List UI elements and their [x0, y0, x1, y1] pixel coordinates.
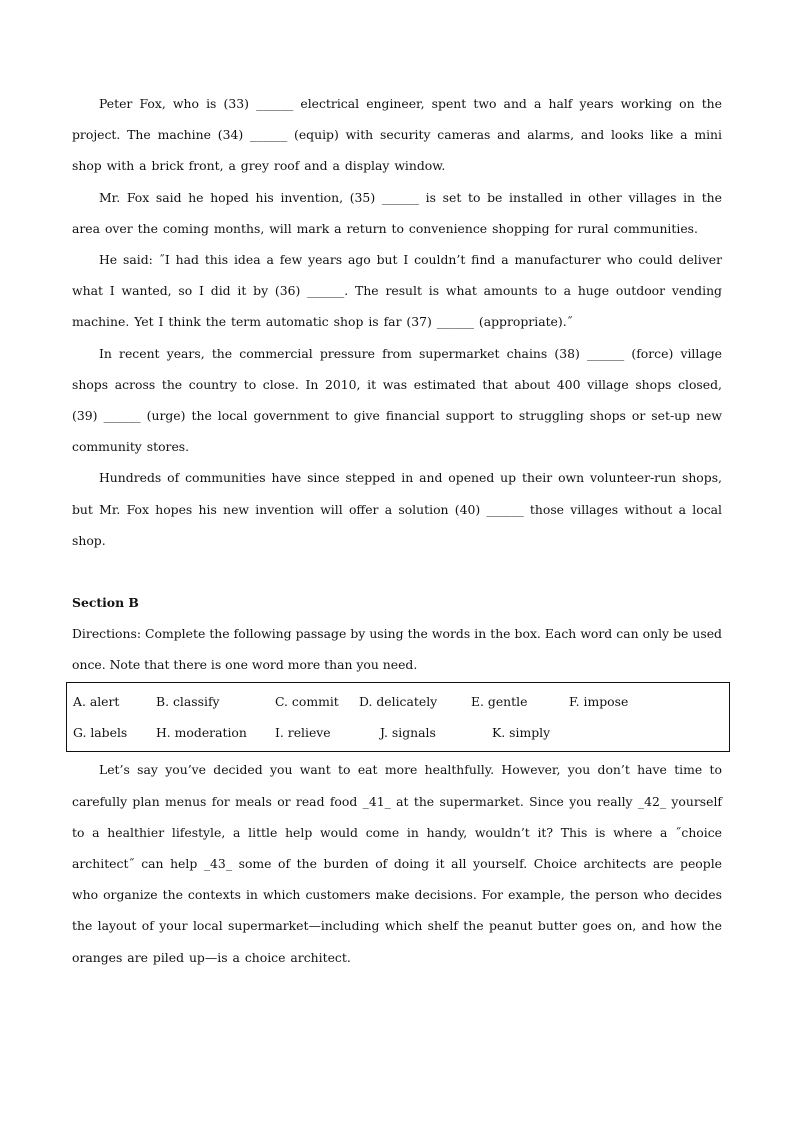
word-option-k: K. simply [492, 725, 551, 741]
word-box [66, 682, 730, 752]
word-option-g: G. labels [73, 725, 128, 741]
section-b-directions: Directions: Complete the following passage by using the words in the box. Each word can only be used once. Note that there is one word more than you need. [72, 626, 722, 673]
paragraph-33-34: Peter Fox, who is (33) ______ electrical engineer, spent two and a half years working on the project. The machine (34) ______ (equip) with security cameras and alarms, and looks like a mini shop with a brick front, a grey roof and a display window. [72, 96, 722, 174]
document-content [72, 88, 722, 973]
word-option-e: E. gentle [471, 694, 528, 710]
section-b-passage: Let’s say you’ve decided you want to eat more healthfully. However, you don’t have time to carefully plan menus for meals or read food _41_ at the supermarket. Since you really _42_ yourself to a healthier lifestyle, a little help would come in handy, wouldn’t it? This is where a ˝choice architect˝ can help _43_ some of the burden of doing it all yourself. Choice architects are people who organize the contexts in which customers make decisions. For example, the person who decides the layout of your local supermarket—including which shelf the peanut butter goes on, and how the oranges are piled up—is a choice architect. [72, 762, 722, 965]
word-option-j: J. signals [380, 725, 436, 741]
word-option-b: B. classify [156, 694, 220, 710]
word-option-i: I. relieve [275, 725, 331, 741]
section-spacer [72, 556, 722, 587]
word-box-row-1 [73, 686, 729, 717]
word-option-f: F. impose [569, 694, 629, 710]
paragraph-38-39: In recent years, the commercial pressure from supermarket chains (38) ______ (force) village shops across the country to close. In 2010, it was estimated that about 400 village shops closed, (39) ______ (urge) the local government to give financial support to struggling shops or set-up new community stores. [72, 345, 722, 455]
word-option-a: A. alert [73, 694, 120, 710]
word-option-d: D. delicately [359, 694, 438, 710]
word-option-c: C. commit [275, 694, 339, 710]
paragraph-40: Hundreds of communities have since stepped in and opened up their own volunteer-run shops, but Mr. Fox hopes his new invention will offer a solution (40) ______ those villages without a local shop. [72, 470, 722, 548]
paragraph-36-37: He said: ˝I had this idea a few years ago but I couldn’t find a manufacturer who could deliver what I wanted, so I did it by (36) ______. The result is what amounts to a huge outdoor vending machine. Yet I think the term automatic shop is far (37) ______ (appropriate).˝ [72, 252, 722, 330]
word-box-row-2 [73, 717, 729, 748]
paragraph-35: Mr. Fox said he hoped his invention, (35) ______ is set to be installed in other villages in the area over the coming months, will mark a return to convenience shopping for rural communities. [72, 189, 722, 236]
section-b-title: Section B [72, 595, 139, 611]
word-option-h: H. moderation [156, 725, 247, 741]
